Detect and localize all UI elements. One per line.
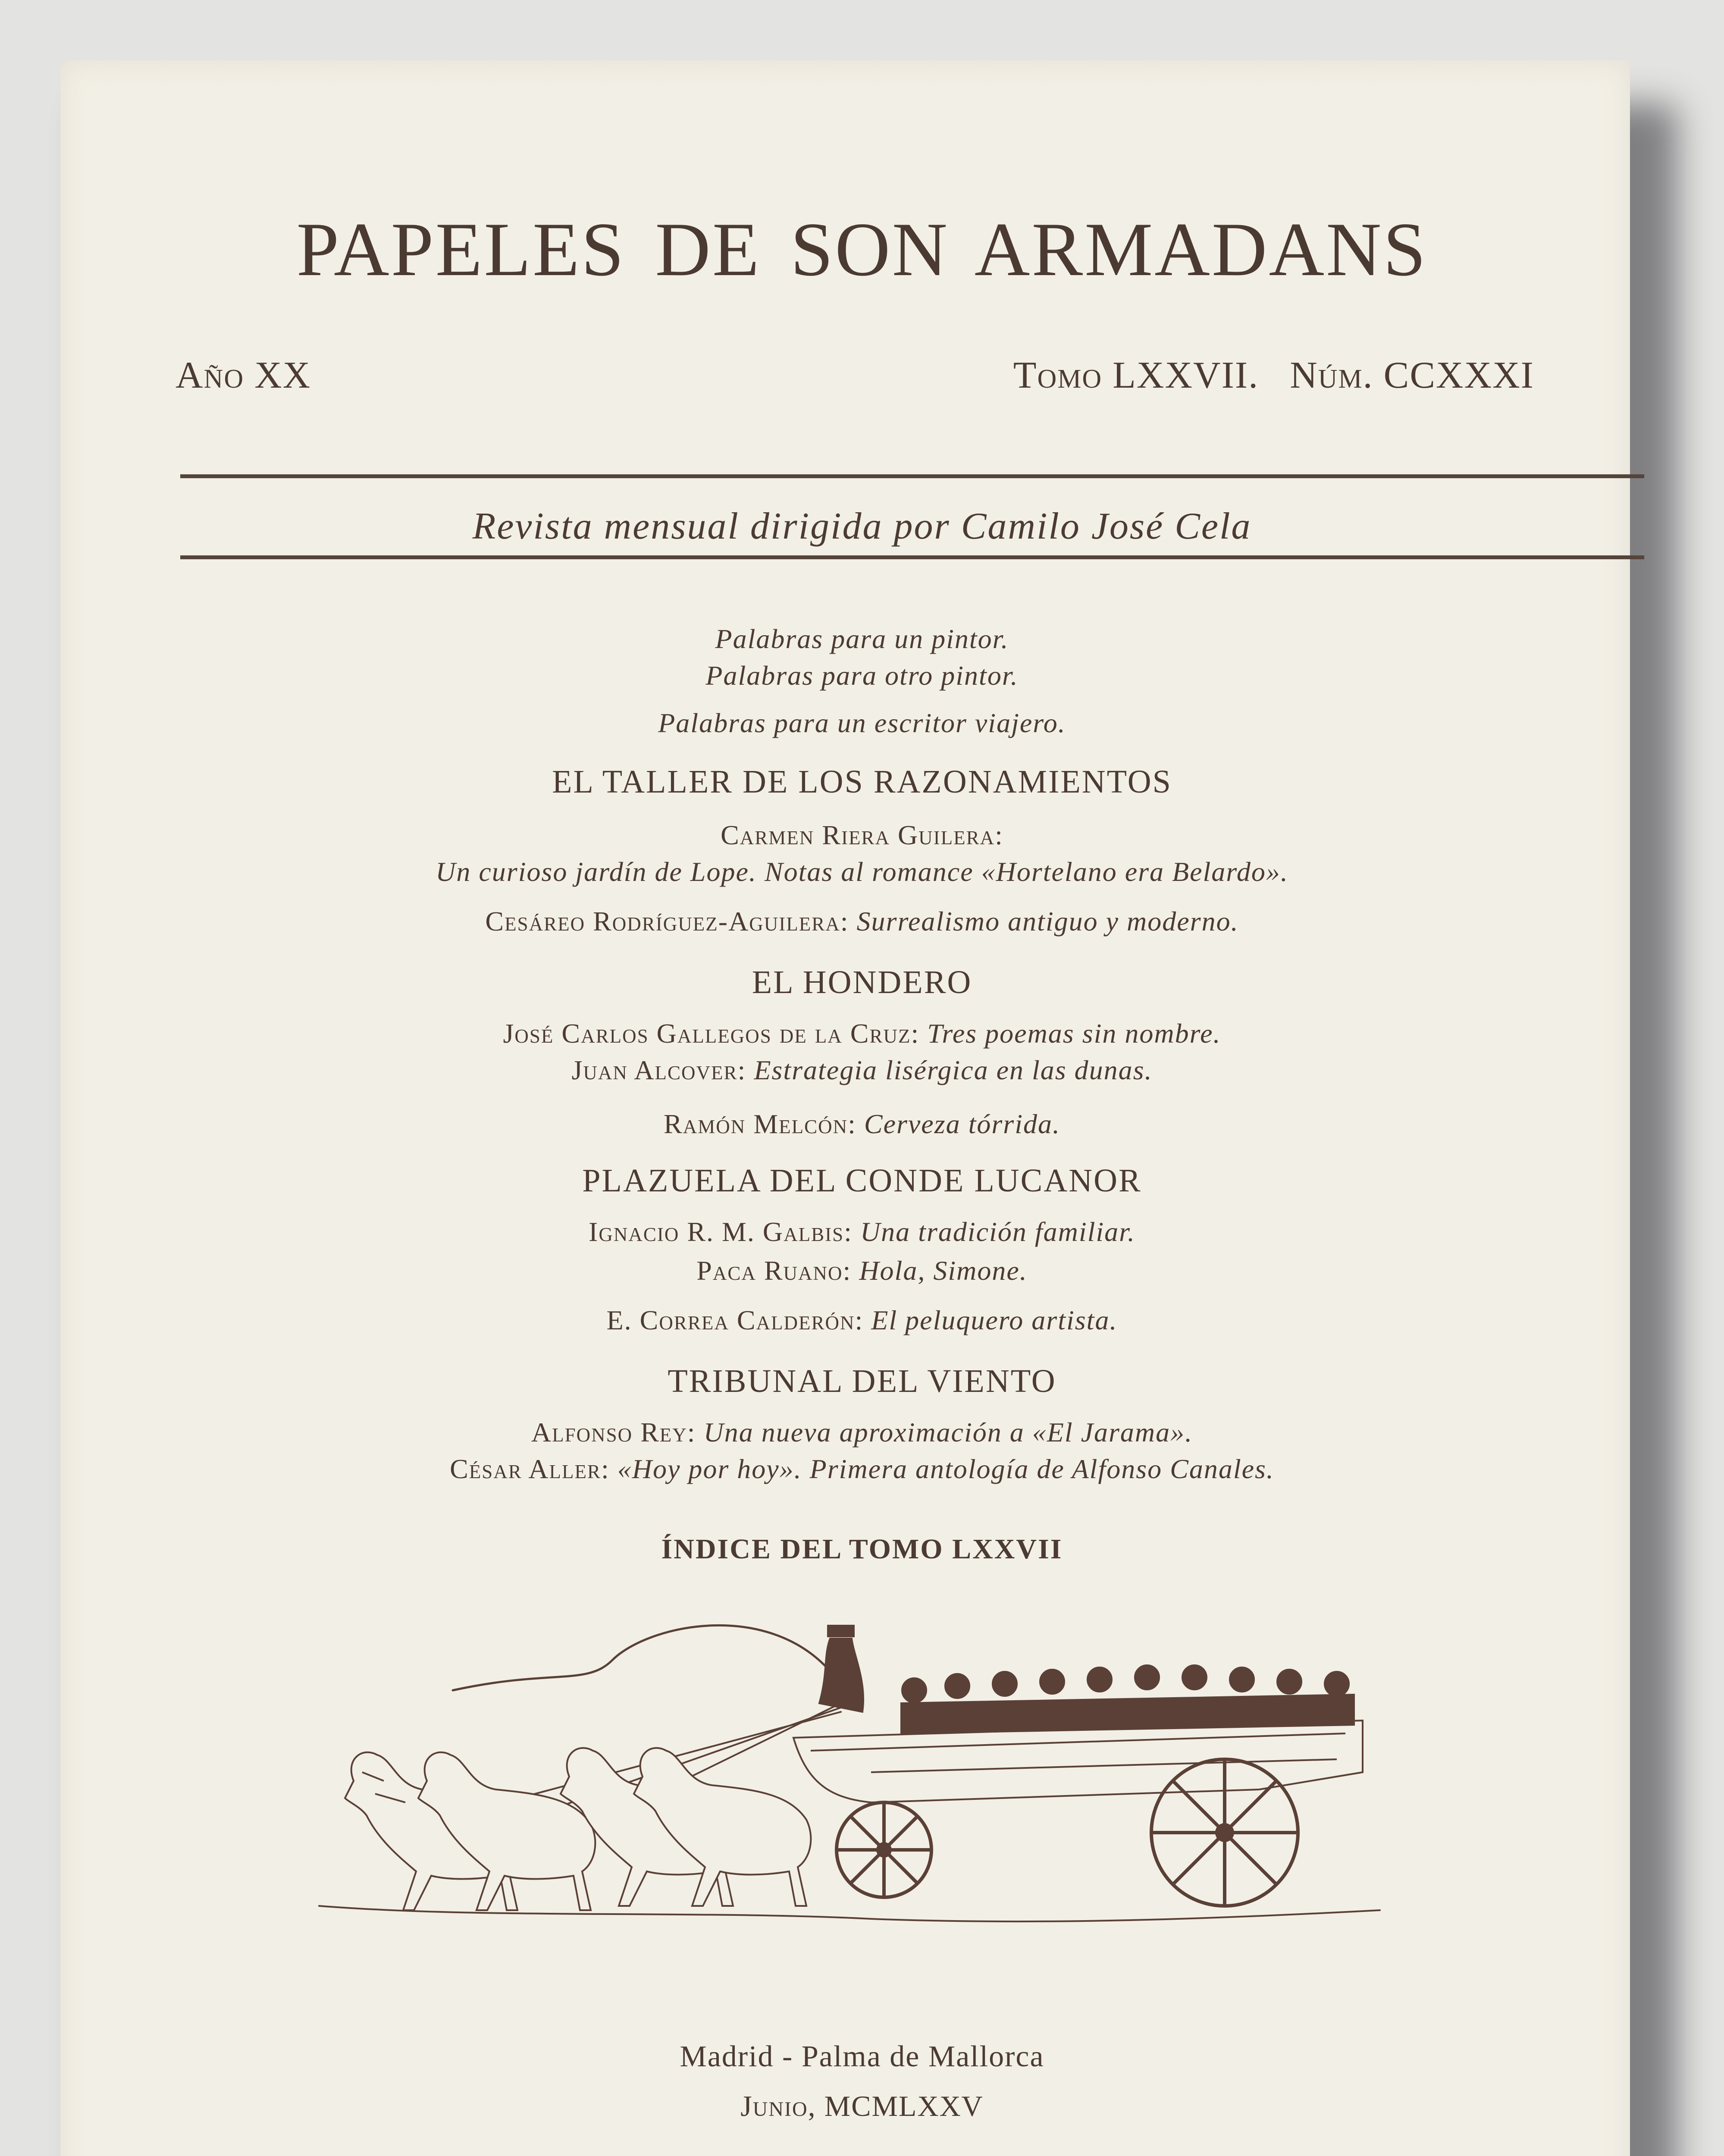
publication-date: Junio, MCMLXXV — [740, 2090, 984, 2122]
driver-hat — [828, 1626, 854, 1636]
entry-author: Cesáreo Rodríguez-Aguilera: — [485, 906, 849, 937]
entry-work: Surrealismo antiguo y moderno. — [856, 906, 1239, 937]
toc-entry — [0, 1216, 1724, 1248]
year-label: Año XX — [176, 354, 311, 396]
section-heading: PLAZUELA DEL CONDE LUCANOR — [582, 1163, 1142, 1199]
entry-work: Una tradición familiar. — [860, 1216, 1135, 1247]
toc-entry — [0, 1453, 1724, 1485]
section-heading: TRIBUNAL DEL VIENTO — [668, 1363, 1056, 1399]
entry-author: Ignacio R. M. Galbis: — [589, 1216, 853, 1247]
entry-author: José Carlos Gallegos de la Cruz: — [503, 1018, 920, 1049]
entry-work: Tres poemas sin nombre. — [927, 1018, 1221, 1049]
entry-author: Carmen Riera Guilera: — [721, 820, 1003, 850]
toc-entry — [0, 1018, 1724, 1050]
entry-author: Juan Alcover: — [571, 1055, 746, 1085]
driver — [819, 1639, 863, 1712]
entry-author: E. Correa Calderón: — [606, 1305, 864, 1335]
bottom-rule — [180, 555, 1644, 559]
top-rule — [180, 474, 1644, 478]
intro-line: Palabras para un escritor viajero. — [658, 708, 1066, 738]
entry-author: Paca Ruano: — [696, 1255, 852, 1286]
toc-entry — [0, 906, 1724, 937]
entry-author: César Aller: — [450, 1454, 610, 1484]
horse-carriage-illustration — [310, 1608, 1389, 1945]
passengers — [901, 1665, 1354, 1733]
intro-line: Palabras para un pintor. — [715, 624, 1009, 654]
volume-number — [1013, 354, 1534, 397]
section-heading: EL TALLER DE LOS RAZONAMIENTOS — [552, 764, 1172, 800]
entry-work: El peluquero artista. — [871, 1305, 1118, 1335]
issue-number: Núm. CCXXXI — [1290, 354, 1534, 396]
section-heading: EL HONDERO — [752, 964, 972, 1000]
entry-work: Una nueva aproximación a «El Jarama». — [703, 1417, 1193, 1448]
entry-work: Hola, Simone. — [859, 1255, 1028, 1286]
entry-author: Alfonso Rey: — [531, 1417, 696, 1448]
toc-entry — [0, 1255, 1724, 1287]
entry-author: Ramón Melcón: — [664, 1109, 856, 1139]
magazine-title: PAPELES DE SON ARMADANS — [296, 207, 1428, 292]
toc-entry — [0, 1054, 1724, 1086]
intro-line: Palabras para otro pintor. — [705, 660, 1019, 691]
editor-subtitle: Revista mensual dirigida por Camilo José Cela — [472, 505, 1252, 547]
toc-entry — [0, 1304, 1724, 1336]
volume-index: ÍNDICE DEL TOMO LXXVII — [661, 1533, 1063, 1565]
volume-label: Tomo LXXVII. — [1013, 354, 1259, 396]
toc-entry — [0, 1108, 1724, 1140]
entry-work: «Hoy por hoy». Primera antología de Alfonso Canales. — [617, 1454, 1274, 1484]
entry-work: Estrategia lisérgica en las dunas. — [754, 1055, 1153, 1085]
toc-entry — [0, 1416, 1724, 1448]
publication-place: Madrid - Palma de Mallorca — [680, 2040, 1044, 2073]
entry-work: Un curioso jardín de Lope. Notas al romance «Hortelano era Belardo». — [436, 856, 1288, 887]
entry-work: Cerveza tórrida. — [864, 1109, 1060, 1139]
